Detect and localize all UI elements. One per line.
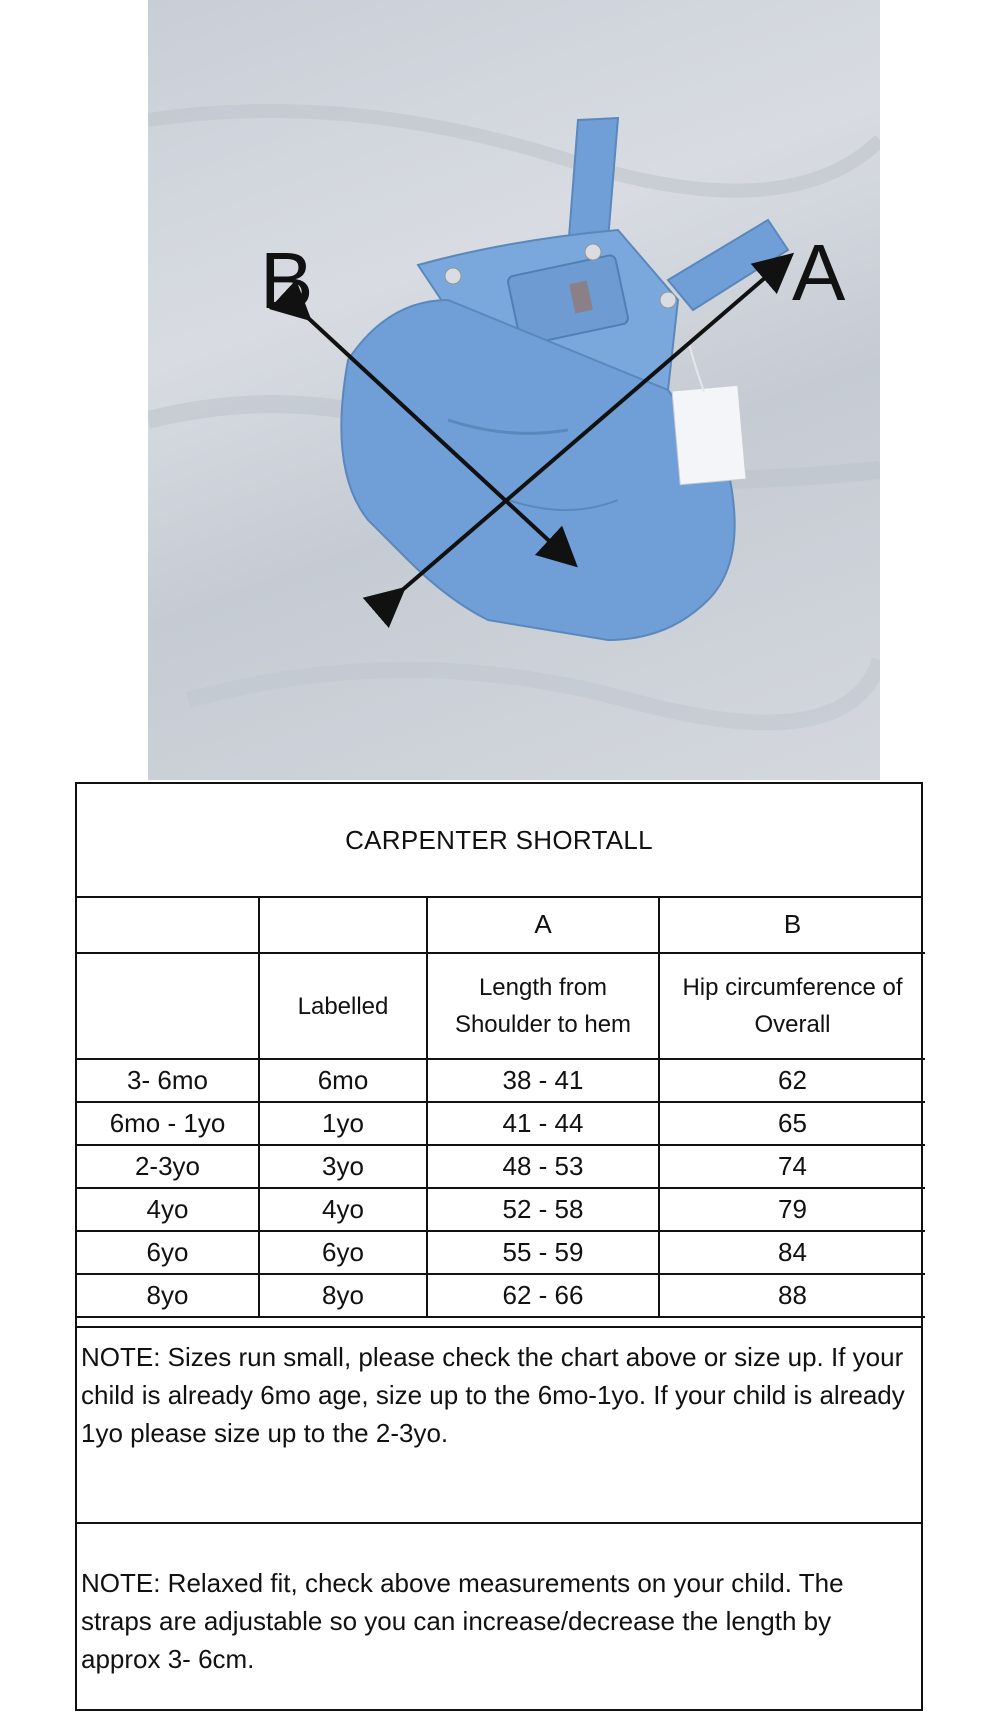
note-sizing: NOTE: Sizes run small, please check the chart above or size up. If your child is already 6mo age, size up to the 6mo-1yo. If your child is already 1yo please size up to the 2-3yo. <box>77 1326 921 1524</box>
header-cell <box>77 896 259 953</box>
size-cell: 6mo - 1yo <box>77 1102 259 1145</box>
hip-cell: 74 <box>659 1145 925 1188</box>
header-hip-line1: Hip circumference of <box>682 974 903 1001</box>
header-cell <box>259 896 427 953</box>
table-row <box>77 1145 925 1188</box>
measurement-label-b: B <box>260 236 314 325</box>
size-cell: 4yo <box>77 1188 259 1231</box>
labelled-cell: 1yo <box>259 1102 427 1145</box>
length-cell: 48 - 53 <box>427 1145 659 1188</box>
measurement-label-a: A <box>792 228 846 317</box>
header-hip-line2: Overall <box>754 1011 831 1038</box>
shortall-illustration <box>148 0 880 780</box>
size-cell: 3- 6mo <box>77 1059 259 1102</box>
header-length-line1: Length from <box>478 974 608 1001</box>
hip-cell: 79 <box>659 1188 925 1231</box>
hip-cell: 62 <box>659 1059 925 1102</box>
note-fit: NOTE: Relaxed fit, check above measurements on your child. The straps are adjustable so you can increase/decrease the length by approx 3- 6cm. <box>81 1568 844 1674</box>
header-cell-a: A <box>427 896 659 953</box>
size-cell: 2-3yo <box>77 1145 259 1188</box>
hip-cell: 88 <box>659 1274 925 1317</box>
size-cell: 8yo <box>77 1274 259 1317</box>
header-cell-b: B <box>659 896 925 953</box>
table-row <box>77 1231 925 1274</box>
chart-title: CARPENTER SHORTALL <box>77 784 921 898</box>
hip-cell: 65 <box>659 1102 925 1145</box>
header-hip <box>659 953 925 1059</box>
header-length-line2: Shoulder to hem <box>454 1011 632 1038</box>
length-cell: 41 - 44 <box>427 1102 659 1145</box>
table-row <box>77 1059 925 1102</box>
table-row <box>77 1102 925 1145</box>
labelled-cell: 6yo <box>259 1231 427 1274</box>
size-cell: 6yo <box>77 1231 259 1274</box>
product-photo <box>148 0 880 780</box>
hip-cell: 84 <box>659 1231 925 1274</box>
header-length <box>427 953 659 1059</box>
length-cell: 62 - 66 <box>427 1274 659 1317</box>
header-labelled: Labelled <box>259 953 427 1059</box>
size-chart <box>75 782 923 1711</box>
labelled-cell: 4yo <box>259 1188 427 1231</box>
size-table <box>77 896 925 1318</box>
length-cell: 52 - 58 <box>427 1188 659 1231</box>
length-cell: 55 - 59 <box>427 1231 659 1274</box>
labelled-cell: 3yo <box>259 1145 427 1188</box>
labelled-cell: 8yo <box>259 1274 427 1317</box>
table-row <box>77 1188 925 1231</box>
table-row <box>77 1274 925 1317</box>
length-cell: 38 - 41 <box>427 1059 659 1102</box>
header-cell <box>77 953 259 1059</box>
labelled-cell: 6mo <box>259 1059 427 1102</box>
header-row-descriptions <box>77 953 925 1059</box>
header-row-measure-keys <box>77 896 925 953</box>
